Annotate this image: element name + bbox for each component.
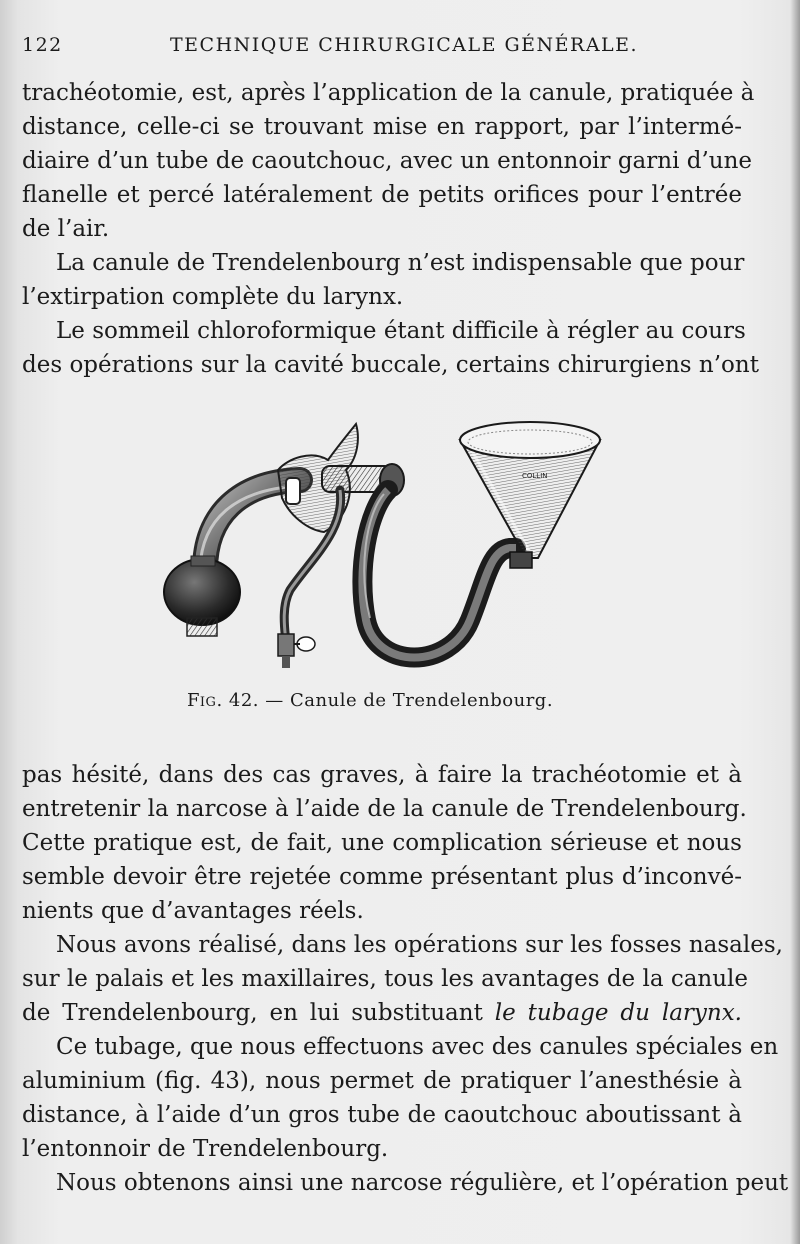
text-line: sur le palais et les maxillaires, tous les avantages de la canule <box>22 966 749 992</box>
text-line: distance, celle-ci se trouvant mise en rapport, par l’intermé- <box>22 114 742 140</box>
text-line: Cette pratique est, de fait, une complication sérieuse et nous <box>22 830 742 856</box>
page-number: 122 <box>22 34 63 56</box>
body-text-top <box>22 76 759 382</box>
text-line: l’extirpation complète du larynx. <box>22 284 404 310</box>
running-title: TECHNIQUE CHIRURGICALE GÉNÉRALE. <box>170 34 639 56</box>
text-line: trachéotomie, est, après l’application de la canule, pratiquée à <box>22 80 755 106</box>
body-text-bottom <box>22 758 789 1200</box>
paragraph-start-line: Nous avons réalisé, dans les opérations sur les fosses nasales, <box>56 932 783 958</box>
text-line: entretenir la narcose à l’aide de la canule de Trendelenbourg. <box>22 796 747 822</box>
text-line-with-italic <box>22 996 742 1030</box>
page-header <box>22 30 762 64</box>
text-line: l’entonnoir de Trendelenbourg. <box>22 1136 389 1162</box>
figure-label: Fig. 42. <box>186 690 260 711</box>
paragraph-start-line: Le sommeil chloroformique étant difficile à régler au cours <box>56 318 746 344</box>
caption-dash: — <box>265 690 284 711</box>
figure-title: Canule de Trendelenbourg. <box>290 690 554 711</box>
text-line: distance, à l’aide d’un gros tube de caoutchouc aboutissant à <box>22 1102 742 1128</box>
text-line: diaire d’un tube de caoutchouc, avec un entonnoir garni d’une <box>22 148 753 174</box>
text-line: pas hésité, dans des cas graves, à faire la trachéotomie et à <box>22 762 742 788</box>
text-line: nients que d’avantages réels. <box>22 898 364 924</box>
trendelenburg-cannula-engraving <box>160 420 610 670</box>
text-line: semble devoir être rejetée comme présentant plus d’inconvé- <box>22 864 742 890</box>
italic-phrase: le tubage du larynx. <box>494 1000 742 1026</box>
paragraph-start-line: Nous obtenons ainsi une narcose régulière, et l’opération peut <box>56 1170 789 1196</box>
text-line: flanelle et percé latéralement de petits orifices pour l’entrée <box>22 182 742 208</box>
paragraph-start-line: La canule de Trendelenbourg n’est indispensable que pour <box>56 250 745 276</box>
maker-mark: COLLIN <box>522 472 548 480</box>
text-line: des opérations sur la cavité buccale, certains chirurgiens n’ont <box>22 352 759 378</box>
figure-caption <box>0 690 740 711</box>
text-run: de Trendelenbourg, en lui substituant <box>22 1000 483 1026</box>
figure-illustration <box>160 420 610 670</box>
text-line: de l’air. <box>22 216 110 242</box>
paragraph-start-line: Ce tubage, que nous effectuons avec des canules spéciales en <box>56 1034 779 1060</box>
text-line: aluminium (fig. 43), nous permet de pratiquer l’anesthésie à <box>22 1068 742 1094</box>
